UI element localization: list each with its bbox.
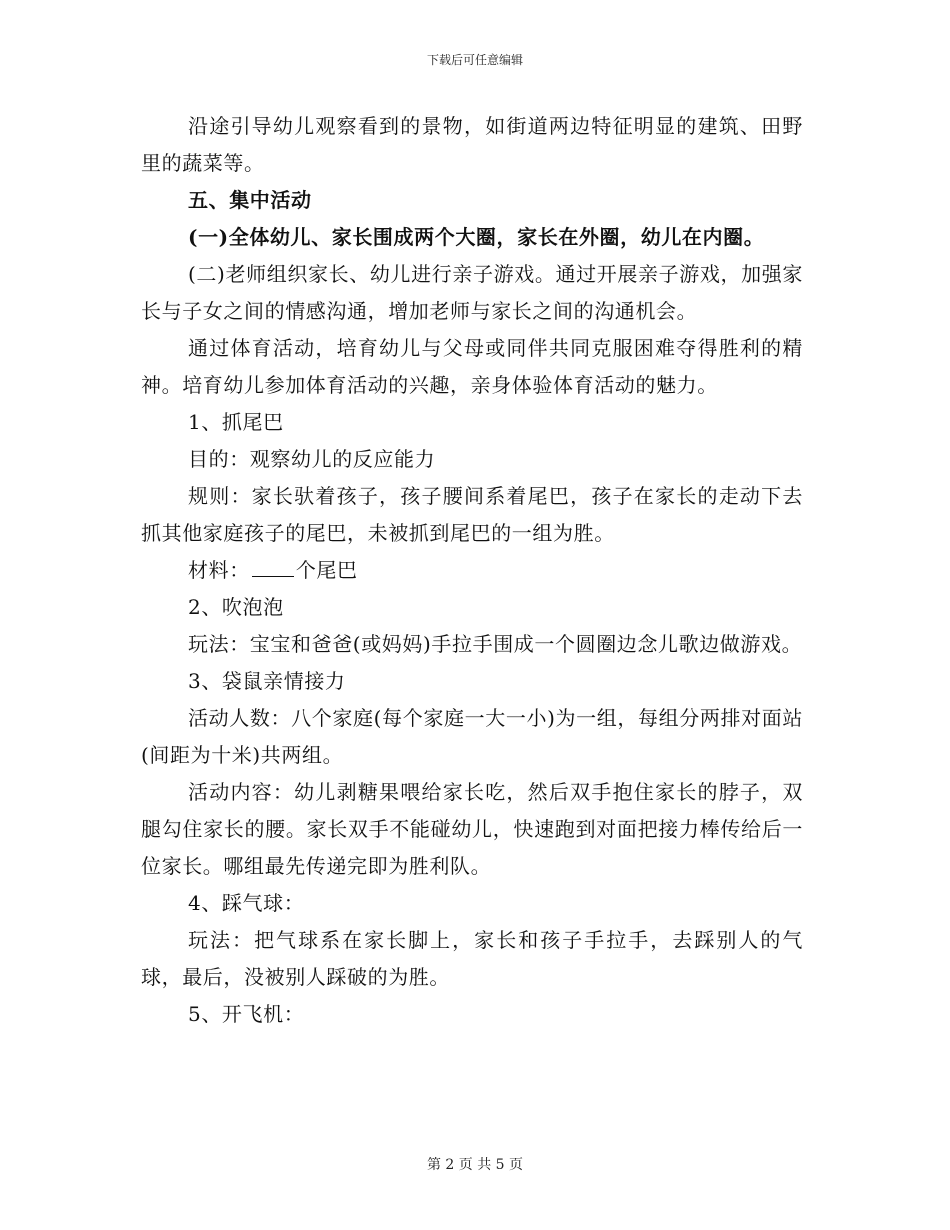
paragraph-rules: 规则：家长驮着孩子，孩子腰间系着尾巴，孩子在家长的走动下去抓其他家庭孩子的尾巴，未被抓到尾巴的一组为胜。 (141, 484, 803, 545)
paragraph-bubbles-play: 玩法：宝宝和爸爸(或妈妈)手拉手围成一个圆圈边念儿歌边做游戏。 (188, 632, 803, 656)
page-number-footer: 第 2 页 共 5 页 (426, 1157, 524, 1173)
paragraph-circle-formation: (一)全体幼儿、家长围成两个大圈，家长在外圈，幼儿在内圈。 (188, 225, 765, 249)
page-header: 下载后可任意编辑 (426, 53, 523, 67)
paragraph-parent-child-games: (二)老师组织家长、幼儿进行亲子游戏。通过开展亲子游戏，加强家长与子女之间的情感沟通，增加老师与家长之间的沟通机会。 (141, 262, 803, 323)
game-heading-blow-bubbles: 2、吹泡泡 (188, 595, 284, 619)
paragraph-relay-participants: 活动人数：八个家庭(每个家庭一大一小)为一组，每组分两排对面站(间距为十米)共两组。 (141, 706, 803, 767)
paragraph-route-observation: 沿途引导幼儿观察看到的景物，如街道两边特征明显的建筑、田野里的蔬菜等。 (141, 114, 803, 175)
document-body (141, 108, 803, 1033)
materials-blank-line (252, 554, 294, 577)
section-heading-focused-activity: 五、集中活动 (188, 188, 312, 212)
paragraph-materials (141, 552, 803, 589)
materials-label: 材料： (188, 558, 250, 582)
paragraph-relay-content: 活动内容：幼儿剥糖果喂给家长吃，然后双手抱住家长的脖子，双腿勾住家长的腰。家长双手不能碰幼儿，快速跑到对面把接力棒传给后一位家长。哪组最先传递完即为胜利队。 (141, 780, 803, 878)
game-heading-stomp-balloons: 4、踩气球： (188, 891, 305, 915)
game-heading-fly-plane: 5、开飞机： (188, 1002, 305, 1026)
game-heading-kangaroo-relay: 3、袋鼠亲情接力 (188, 669, 346, 693)
paragraph-sports-goals: 通过体育活动，培育幼儿与父母或同伴共同克服困难夺得胜利的精神。培育幼儿参加体育活动的兴趣，亲身体验体育活动的魅力。 (141, 336, 803, 397)
materials-suffix: 个尾巴 (295, 558, 358, 582)
game-heading-catch-tail: 1、抓尾巴 (188, 410, 284, 434)
paragraph-purpose: 目的：观察幼儿的反应能力 (188, 447, 436, 471)
paragraph-balloons-play: 玩法：把气球系在家长脚上，家长和孩子手拉手，去踩别人的气球，最后，没被别人踩破的为胜。 (141, 928, 803, 989)
